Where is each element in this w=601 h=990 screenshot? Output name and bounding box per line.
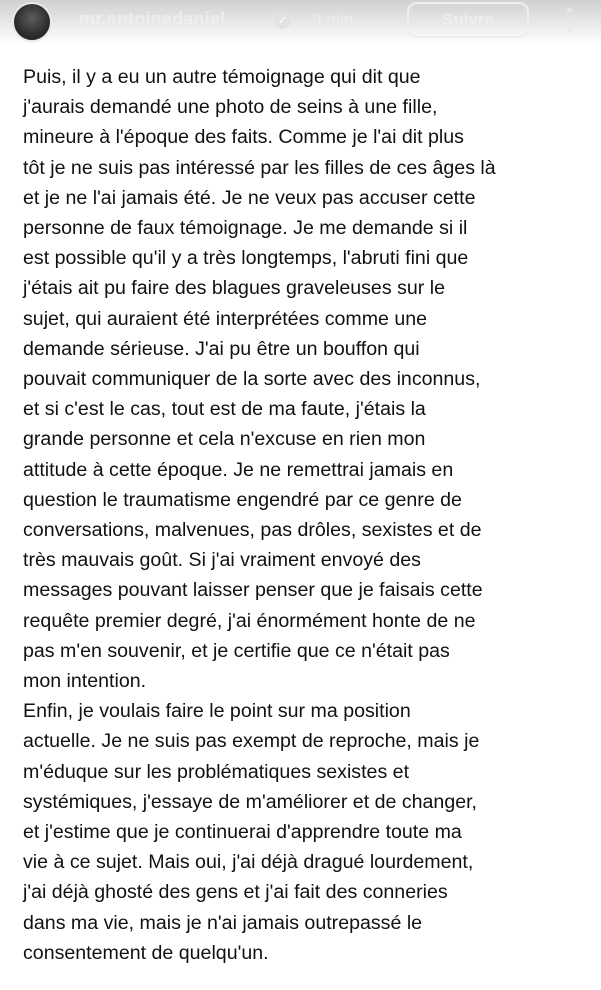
follow-button[interactable]: Suivre xyxy=(407,2,529,38)
username[interactable]: mr.antoinedaniel xyxy=(79,9,226,29)
post-time: 9 min xyxy=(312,10,354,29)
more-vertical-icon[interactable] xyxy=(557,6,581,34)
story-header xyxy=(0,0,601,44)
verified-badge-icon: ✓ xyxy=(274,12,291,29)
story-text: Puis, il y a eu un autre témoignage qui dit que j'aurais demandé une photo de seins à une fille, mineure à l'époque des faits. Comme je l'ai dit plus tôt je ne suis pas intéressé par les filles de ces âges là et je ne l'ai jamais été. Je ne veux pas accuser cette personne de faux témoignage. Je me demande si il est possible qu'il y a très longtemps, l'abruti fini que j'étais ait pu faire des blagues graveleuses sur le sujet, qui auraient été interprétées comme une demande sérieuse. J'ai pu être un bouffon qui pouvait communiquer de la sorte avec des inconnus, et si c'est le cas, tout est de ma faute, j'étais la grande personne et cela n'excuse en rien mon attitude à cette époque. Je ne remettrai jamais en question le traumatisme engendré par ce genre de conversations, malvenues, pas drôles, sexistes et de très mauvais goût. Si j'ai vraiment envoyé des messages pouvant laisser penser que je faisais cette requête premier degré, j'ai énormément honte de ne pas m'en souvenir, et je certifie que ce n'était pas mon intention. Enfin, je voulais faire le point sur ma position actuelle. Je ne suis pas exempt de reproche, mais je m'éduque sur les problématiques sexistes et systémiques, j'essaye de m'améliorer et de changer, et j'estime que je continuerai d'apprendre toute ma vie à ce sujet. Mais oui, j'ai déjà dragué lourdement, j'ai déjà ghosté des gens et j'ai fait des conneries dans ma vie, mais je n'ai jamais outrepassé le consentement de quelqu'un. xyxy=(23,66,496,964)
avatar[interactable] xyxy=(12,2,52,42)
